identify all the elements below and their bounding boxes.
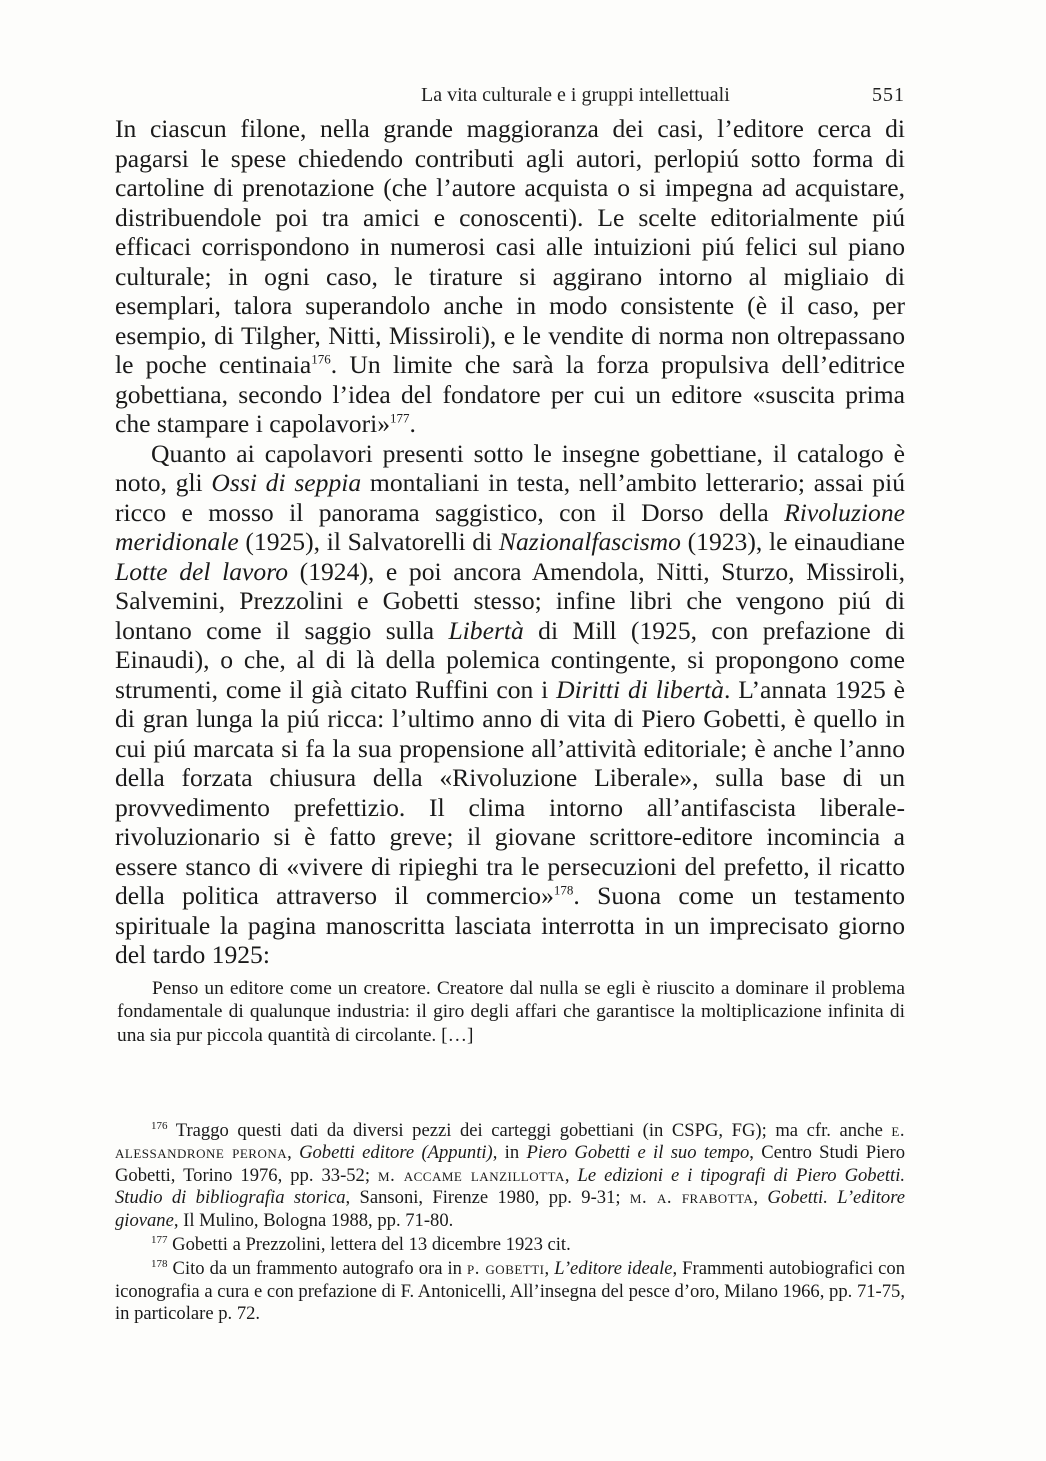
italic-title: Diritti di libertà: [556, 674, 724, 704]
page-number: 551: [872, 84, 905, 106]
text-run: . Suona come un testamento spirituale la pagina manoscritta lasciata interrotta in un imprecisato giorno del tardo 1925:: [115, 881, 905, 969]
running-head: [115, 84, 905, 114]
paragraph-2: [115, 439, 905, 970]
author-name: m. a. frabotta: [629, 1187, 754, 1209]
italic-title: L’editore ideale: [554, 1258, 673, 1280]
text-run: .: [409, 409, 416, 438]
footnote-number: 178: [151, 1258, 168, 1271]
footnote-ref-177[interactable]: 177: [390, 410, 410, 426]
author-name: e. alessandrone perona: [115, 1120, 905, 1164]
footnote-number: 176: [151, 1119, 168, 1132]
italic-title: Libertà: [448, 615, 524, 645]
italic-title: Piero Gobetti e il suo tempo: [526, 1142, 750, 1164]
italic-title: Lotte del lavoro: [115, 556, 289, 586]
footnote-ref-178[interactable]: 178: [553, 882, 574, 898]
text-run: Gobetti a Prezzolini, lettera del 13 dicembre 1923 cit.: [167, 1234, 571, 1256]
text-run: (1925), il Salvatorelli di: [238, 527, 499, 556]
italic-title: Gobetti. L’editore giovane: [115, 1187, 906, 1231]
text-run: ,: [287, 1142, 300, 1164]
italic-title: Le edizioni e i tipografi di Piero Gobetti. Studio di bibliografia storica: [115, 1164, 906, 1209]
text-run: montaliani in testa, nell’ambito letterario; assai piú ricco e mosso il panorama saggistico, con il Dorso della: [115, 468, 905, 527]
text-run: Quanto ai capolavori presenti sotto le insegne gobettiane, il catalogo è noto, gli: [115, 438, 905, 497]
main-text: [115, 114, 905, 970]
text-run: ,: [544, 1258, 555, 1280]
footnote-number: 177: [151, 1233, 168, 1246]
text-run: , Sansoni, Firenze 1980, pp. 9-31;: [345, 1187, 630, 1209]
author-name: p. gobetti: [467, 1258, 545, 1280]
text-run: (1923), le einaudiane: [680, 527, 905, 556]
text-run: , Frammenti autobiografici con iconografia a cura e con prefazione di F. Antonicelli, All’insegna del pesce d’oro, Milano 1966, pp. 71-75, in particolare p. 72.: [115, 1258, 905, 1325]
text-run: . L’annata 1925 è di gran lunga la piú ricca: l’ultimo anno di vita di Piero Gobetti, è quello in cui piú marcata si fa la sua propensione all’attività editoriale; è anche l’anno della forzata chiusura della «Rivoluzione Liberale», sulla base di un provvedimento prefettizio. Il clima intorno all’antifascista liberale-rivoluzionario si è fatto greve; il giovane scrittore-editore incomincia a essere stanco di «vivere di ripieghi tra le persecuzioni del prefetto, il ricatto della politica attraverso il commercio»: [115, 674, 906, 910]
text-run: In ciascun filone, nella grande maggioranza dei casi, l’editore cerca di pagarsi le spese chiedendo contributi agli autori, perlopiú sotto forma di cartoline di prenotazione (che l’autore acquista o si impegna ad acquistare, distribuendole poi tra amici e conoscenti). Le scelte editorialmente piú efficaci corrispondono in numerosi casi alle intuizioni piú felici sul piano culturale; in ogni caso, le tirature si aggirano intorno al migliaio di esemplari, talora superandolo anche in modo consistente (è il caso, per esempio, di Tilgher, Nitti, Missiroli), e le vendite di norma non oltrepassano le poche centinaia: [115, 114, 905, 379]
text-run: di Mill (1925, con prefazione di Einaudi), o che, al di là della polemica contingente, si propongono come strumenti, come il già citato Ruffini con i: [115, 615, 905, 704]
text-run: (1924), e poi ancora Amendola, Nitti, Sturzo, Missiroli, Salvemini, Prezzolini e Gobetti stesso; infine libri che vengono piú di lontano come il saggio sulla: [115, 556, 905, 645]
text-run: , in: [492, 1142, 527, 1164]
footnote-178: [115, 1258, 905, 1325]
text-run: , Il Mulino, Bologna 1988, pp. 71-80.: [173, 1209, 454, 1231]
text-run: Cito da un frammento autografo ora in: [167, 1258, 467, 1280]
footnote-177: [115, 1234, 905, 1256]
text-run: ,: [753, 1187, 768, 1209]
page: [115, 84, 905, 1047]
quote-text: Penso un editore come un creatore. Creatore dal nulla se egli è riuscito a dominare il problema fondamentale di qualunque industria: il giro degli affari che garantisce la moltiplicazione infinita di una sia pur piccola quantità di circolante. […]: [117, 977, 905, 1046]
text-run: ,: [564, 1164, 578, 1186]
italic-title: Ossi di seppia: [211, 468, 362, 497]
italic-title: Gobetti editore (Appunti): [299, 1142, 493, 1164]
italic-title: Nazionalfascismo: [498, 527, 681, 556]
paragraph-1: [115, 114, 905, 439]
footnote-176: [115, 1120, 905, 1232]
author-name: m. accame lanzillotta: [378, 1164, 565, 1186]
running-title: La vita culturale e i gruppi intellettuali: [421, 84, 730, 106]
block-quote: [115, 977, 905, 1048]
text-run: , Centro Studi Piero Gobetti, Torino 1976, pp. 33-52;: [115, 1142, 906, 1186]
italic-title: Rivoluzione meridionale: [115, 497, 905, 556]
text-run: Traggo questi dati da diversi pezzi dei carteggi gobettiani (in CSPG, FG); ma cfr. anche: [167, 1120, 892, 1141]
text-run: . Un limite che sarà la forza propulsiva dell’editrice gobettiana, secondo l’idea del fondatore per cui un editore «suscita prima che stampare i capolavori»: [115, 350, 905, 438]
footnotes: [115, 1120, 905, 1328]
footnote-ref-176[interactable]: 176: [311, 351, 331, 367]
